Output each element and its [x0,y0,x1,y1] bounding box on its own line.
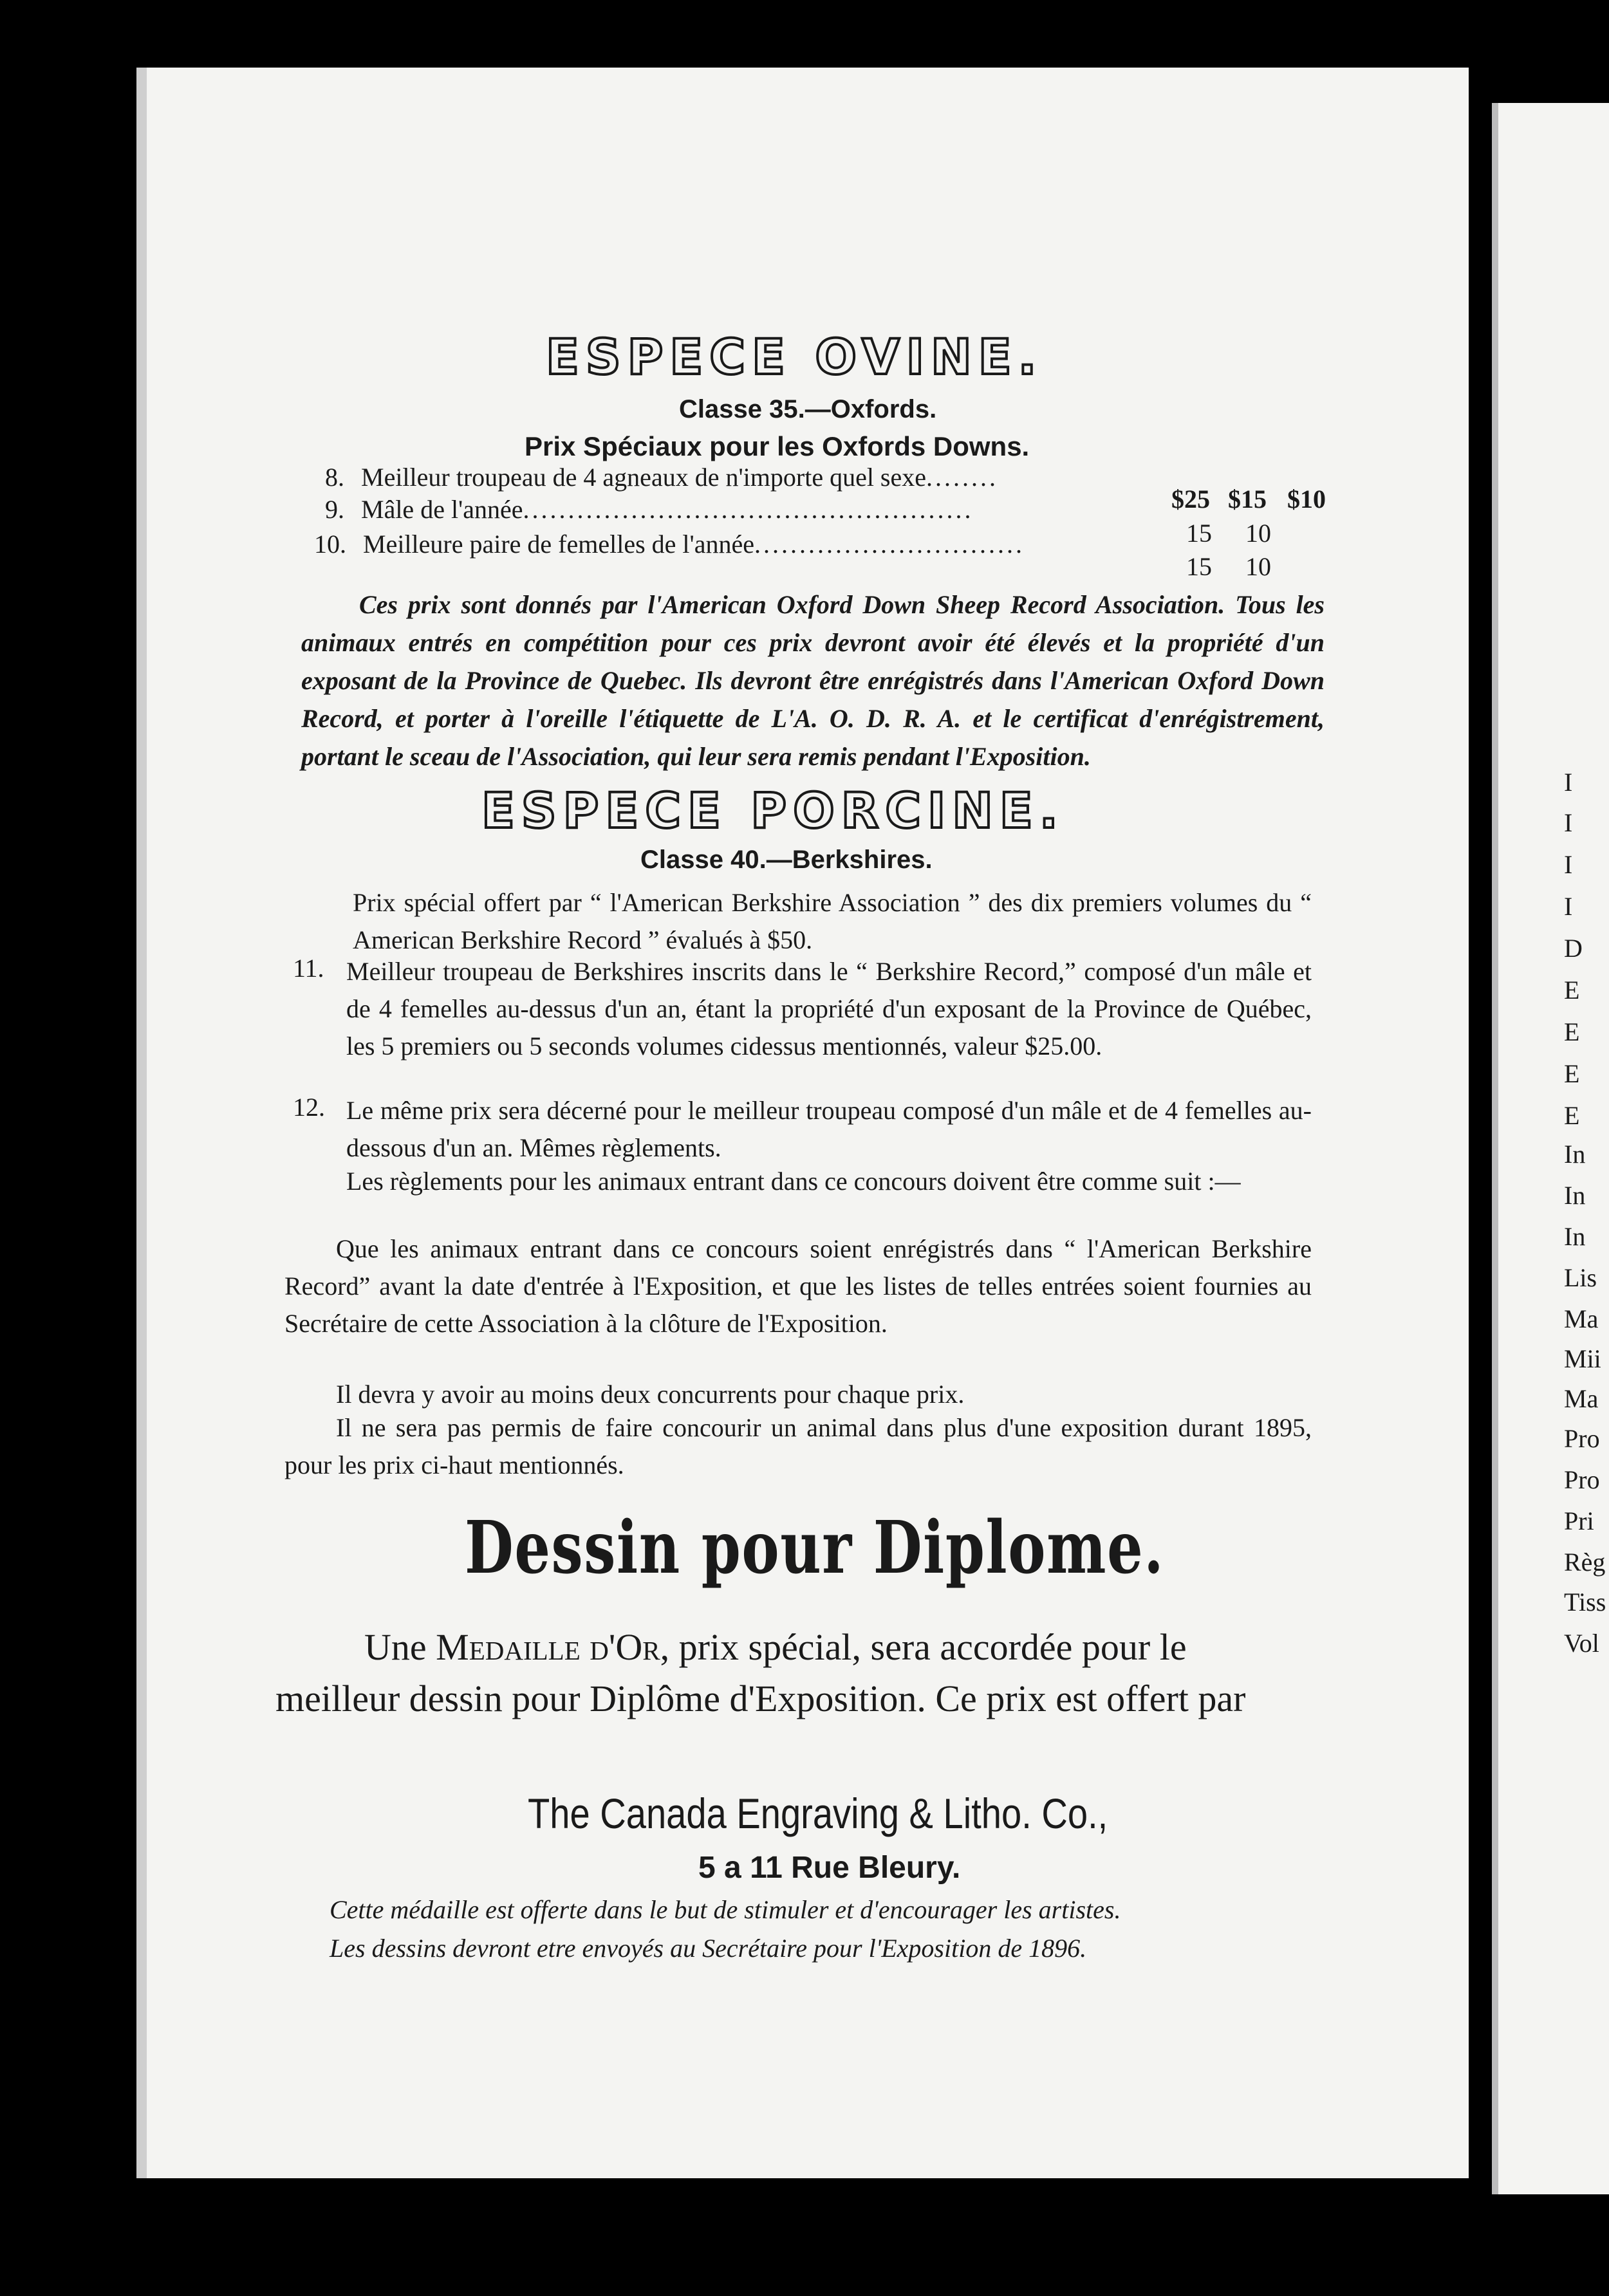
margin-word: E [1564,976,1580,1004]
margin-word: Tiss [1564,1588,1606,1616]
porcine-rule-3 [284,1409,1312,1484]
margin-word: E [1564,1101,1580,1130]
ovine-note-text: Ces prix sont donnés par l'American Oxford Down Sheep Record Association. Tous les animaux entrés en compétition pour ces prix devront avoir été élevés et la propriété d'un exposant de la Province de Quebec. Ils devront être enrégistrés dans l'American Oxford Down Record, et porter à l'oreille l'étiquette de L'A. O. D. R. A. et le certificat d'enrégistrement, portant le sceau de l'Association, qui leur sera remis pendant l'Exposition. [301,590,1325,771]
margin-word: E [1564,1017,1580,1046]
prize-first: 15 [1186,552,1212,581]
entry-number: 8. [325,463,344,492]
margin-word: Vol [1564,1629,1599,1658]
ovine-entry-8 [325,462,998,492]
margin-word: E [1564,1059,1580,1088]
porcine-heading: ESPECE PORCINE. [481,782,1065,839]
margin-word: Pro [1564,1424,1600,1453]
item11-text: Meilleur troupeau de Berkshires inscrits dans le “ Berkshire Record,” composé d'un mâle et de 4 femelles au-dessus d'un an, étant la propriété d'un exposant de la Province de Québec, les 5 premiers ou 5 seconds volumes cidessus mentionnés, valeur $25.00. [346,957,1312,1060]
margin-word: I [1564,768,1573,797]
margin-word: I [1564,850,1573,879]
entry-number: 9. [325,495,344,524]
diploma-heading: Dessin pour Diplome. [465,1506,1165,1590]
porcine-class-line: Classe 40.—Berkshires. [640,846,933,874]
item12-number: 12. [293,1093,325,1122]
ovine-prizes-heading: Prix Spéciaux pour les Oxfords Downs. [525,431,1030,461]
entry-text: Meilleur troupeau de 4 agneaux de n'importe quel sexe [361,463,927,492]
prize-second: $15 [1228,485,1267,514]
prize-second: 10 [1245,552,1271,581]
entry-dots: ........ [926,463,999,492]
rules-intro-text: Les règlements pour les animaux entrant dans ce concours doivent être comme suit :— [346,1167,1241,1196]
diploma-text-after: , prix spécial, sera accordée pour le meilleur dessin pour Diplôme d'Exposition. Ce prix est offert par [275,1626,1246,1719]
prize-third: $10 [1287,485,1326,514]
margin-word: Règ [1564,1548,1606,1577]
closing-line-1: Cette médaille est offerte dans le but de stimuler et d'encourager les artistes. [330,1895,1121,1924]
entry-number: 10. [314,530,346,559]
ovine-heading: ESPECE OVINE. [546,328,1043,385]
margin-word: In [1564,1222,1586,1251]
margin-word: In [1564,1140,1586,1169]
margin-word: D [1564,934,1583,963]
margin-word: Ma [1564,1384,1599,1413]
porcine-intro-text: Prix spécial offert par “ l'American Berkshire Association ” des dix premiers volumes du “ American Berkshire Record ” évalués à $50. [353,888,1312,954]
entry-text: Meilleure paire de femelles de l'année [363,530,755,559]
medal-name: Medaille d'Or [436,1626,660,1668]
entry-dots: .................................................. [523,495,974,524]
margin-word: I [1564,808,1573,837]
porcine-intro [353,884,1312,959]
margin-word: I [1564,892,1573,921]
item12-text: Le même prix sera décerné pour le meilleur troupeau composé d'un mâle et de 4 femelles au-dessous d'un an. Mêmes règlements. [346,1096,1312,1162]
margin-word: Pro [1564,1465,1600,1494]
ovine-entry-9 [325,494,974,524]
margin-word: In [1564,1181,1586,1210]
diploma-paragraph [275,1622,1292,1725]
entry-dots: .............................. [754,530,1025,559]
porcine-rules-intro [346,1163,1312,1200]
prize-first: $25 [1171,485,1210,514]
porcine-item-12 [346,1092,1312,1167]
rule2-text: Il devra y avoir au moins deux concurrents pour chaque prix. [336,1380,965,1409]
entry-text: Mâle de l'année [361,495,523,524]
margin-word: Lis [1564,1263,1597,1292]
ovine-entry-10 [314,529,1025,559]
porcine-item-11 [346,953,1312,1065]
ovine-note [301,586,1325,775]
margin-word: Mii [1564,1344,1601,1373]
diploma-text-before: Une [364,1626,436,1668]
margin-word: Pri [1564,1506,1594,1535]
company-address: 5 a 11 Rue Bleury. [698,1851,961,1885]
porcine-rule-1 [284,1230,1312,1342]
item11-number: 11. [293,954,324,983]
rule3-text: Il ne sera pas permis de faire concourir un animal dans plus d'une exposition durant 1895, pour les prix ci-haut mentionnés. [284,1413,1312,1479]
margin-word: Ma [1564,1304,1599,1333]
closing-line-2: Les dessins devront etre envoyés au Secrétaire pour l'Exposition de 1896. [330,1934,1087,1963]
ovine-class-line: Classe 35.—Oxfords. [679,395,937,423]
prize-first: 15 [1186,519,1212,548]
porcine-rule-2 [284,1376,1312,1413]
rule1-text: Que les animaux entrant dans ce concours soient enrégistrés dans “ l'American Berkshire Record” avant la date d'entrée à l'Exposition, et que les listes de telles entrées soient fournies au Secrétaire de cette Association à la clôture de l'Exposition. [284,1234,1312,1338]
prize-second: 10 [1245,519,1271,548]
company-name: The Canada Engraving & Litho. Co., [528,1790,1108,1837]
